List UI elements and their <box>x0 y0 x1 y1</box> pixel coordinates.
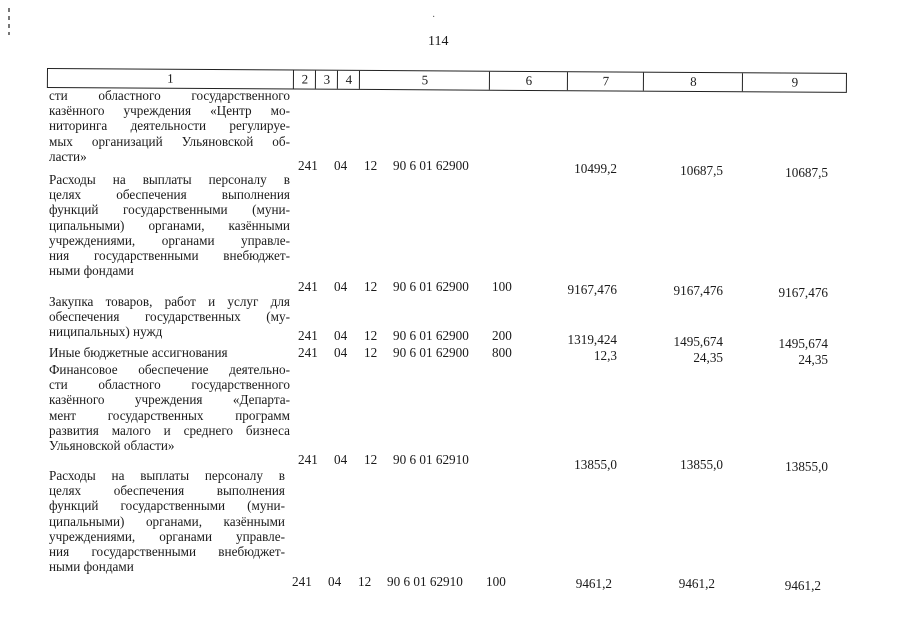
row-description <box>49 172 290 278</box>
description-line: казённого учреждения «Центр мо- <box>49 103 290 119</box>
description-line: ными фондами <box>49 559 134 575</box>
cell-col-9: 24,35 <box>798 352 828 367</box>
cell-col-5: 90 6 01 62910 <box>393 452 469 467</box>
description-line: ласти» <box>49 148 87 164</box>
header-col-3: 3 <box>315 71 338 89</box>
cell-col-3: 04 <box>334 158 348 173</box>
cell-col-4: 12 <box>364 328 378 343</box>
description-line: Расходы на выплаты персоналу в <box>49 468 285 483</box>
cell-col-9: 10687,5 <box>785 165 828 180</box>
description-line: ния государственными внебюджет- <box>49 544 285 560</box>
cell-col-9: 13855,0 <box>785 459 828 474</box>
header-col-5: 5 <box>359 71 490 90</box>
cell-col-6: 100 <box>492 279 512 294</box>
cell-col-9: 9167,476 <box>778 285 828 300</box>
cell-col-2: 241 <box>298 452 318 467</box>
binding-tick-mark <box>8 32 10 35</box>
cell-col-3: 04 <box>334 345 348 360</box>
description-line: развития малого и среднего бизнеса <box>49 422 290 438</box>
description-line: функций государственными (муни- <box>49 202 290 218</box>
description-line: целях обеспечения выполнения <box>49 187 290 203</box>
cell-col-5: 90 6 01 62900 <box>393 328 469 343</box>
cell-col-9: 1495,674 <box>778 336 828 351</box>
row-description <box>49 362 290 453</box>
cell-col-7: 9461,2 <box>575 576 612 591</box>
header-col-1: 1 <box>167 70 174 86</box>
binding-tick-mark <box>8 8 10 12</box>
cell-col-3: 04 <box>334 328 348 343</box>
cell-col-8: 1495,674 <box>673 334 723 349</box>
row-description <box>49 88 290 164</box>
description-line: целях обеспечения выполнения <box>49 483 285 499</box>
description-line: мент государственных программ <box>49 407 290 423</box>
cell-col-2: 241 <box>298 279 318 294</box>
cell-col-3: 04 <box>328 574 342 589</box>
header-col-9: 9 <box>742 73 847 92</box>
cell-col-5: 90 6 01 62910 <box>387 574 463 589</box>
description-line: Расходы на выплаты персоналу в <box>49 172 290 187</box>
cell-col-6: 100 <box>486 574 506 589</box>
cell-col-3: 04 <box>334 452 348 467</box>
cell-col-8: 24,35 <box>693 350 723 365</box>
cell-col-4: 12 <box>364 158 378 173</box>
description-line: ными фондами <box>49 263 134 279</box>
cell-col-7: 10499,2 <box>574 161 617 176</box>
cell-col-2: 241 <box>298 158 318 173</box>
description-line: ципальными) органами, казёнными <box>49 513 285 529</box>
cell-col-6: 800 <box>492 345 512 360</box>
cell-col-7: 1319,424 <box>567 332 617 347</box>
cell-col-4: 12 <box>358 574 372 589</box>
binding-tick-mark <box>8 24 10 28</box>
header-col-7: 7 <box>567 72 644 90</box>
description-line: сти областного государственного <box>49 88 290 103</box>
cell-col-2: 241 <box>292 574 312 589</box>
cell-col-2: 241 <box>298 328 318 343</box>
description-line: сти областного государственного <box>49 377 290 393</box>
scan-speck: · <box>432 12 436 23</box>
cell-col-7: 13855,0 <box>574 457 617 472</box>
cell-col-8: 13855,0 <box>680 457 723 472</box>
description-line: ния государственными внебюджет- <box>49 248 290 264</box>
description-line: Закупка товаров, работ и услуг для <box>49 294 290 309</box>
cell-col-7: 9167,476 <box>567 282 617 297</box>
cell-col-3: 04 <box>334 279 348 294</box>
page-number: 114 <box>428 34 449 49</box>
description-line: ниторинга деятельности регулируе- <box>49 118 290 134</box>
row-description <box>49 468 285 574</box>
cell-col-2: 241 <box>298 345 318 360</box>
header-col-8: 8 <box>643 73 743 92</box>
cell-col-4: 12 <box>364 345 378 360</box>
description-line: учреждениями, органами управле- <box>49 528 285 544</box>
binding-tick-mark <box>8 16 10 20</box>
cell-col-5: 90 6 01 62900 <box>393 279 469 294</box>
cell-col-8: 9167,476 <box>673 283 723 298</box>
description-line: ниципальных) нужд <box>49 324 163 340</box>
cell-col-5: 90 6 01 62900 <box>393 158 469 173</box>
description-line: Ульяновской области» <box>49 438 175 454</box>
description-line: учреждениями, органами управле- <box>49 232 290 248</box>
cell-col-4: 12 <box>364 452 378 467</box>
cell-col-4: 12 <box>364 279 378 294</box>
description-line: казённого учреждения «Департа- <box>49 392 290 408</box>
description-line: ципальными) органами, казёнными <box>49 217 290 233</box>
row-description <box>49 294 290 340</box>
cell-col-5: 90 6 01 62900 <box>393 345 469 360</box>
cell-col-9: 9461,2 <box>784 578 821 593</box>
header-col-4: 4 <box>337 71 360 89</box>
cell-col-8: 10687,5 <box>680 163 723 178</box>
row-description <box>49 345 290 360</box>
header-col-2: 2 <box>293 71 316 89</box>
description-line: обеспечения государственных (му- <box>49 309 290 325</box>
description-line: Иные бюджетные ассигнования <box>49 345 228 360</box>
description-line: мых организаций Ульяновской об- <box>49 133 290 149</box>
description-line: Финансовое обеспечение деятельно- <box>49 362 290 377</box>
cell-col-7: 12,3 <box>593 348 617 363</box>
cell-col-8: 9461,2 <box>678 576 715 591</box>
header-col-6: 6 <box>489 72 568 90</box>
cell-col-6: 200 <box>492 328 512 343</box>
description-line: функций государственными (муни- <box>49 498 285 514</box>
